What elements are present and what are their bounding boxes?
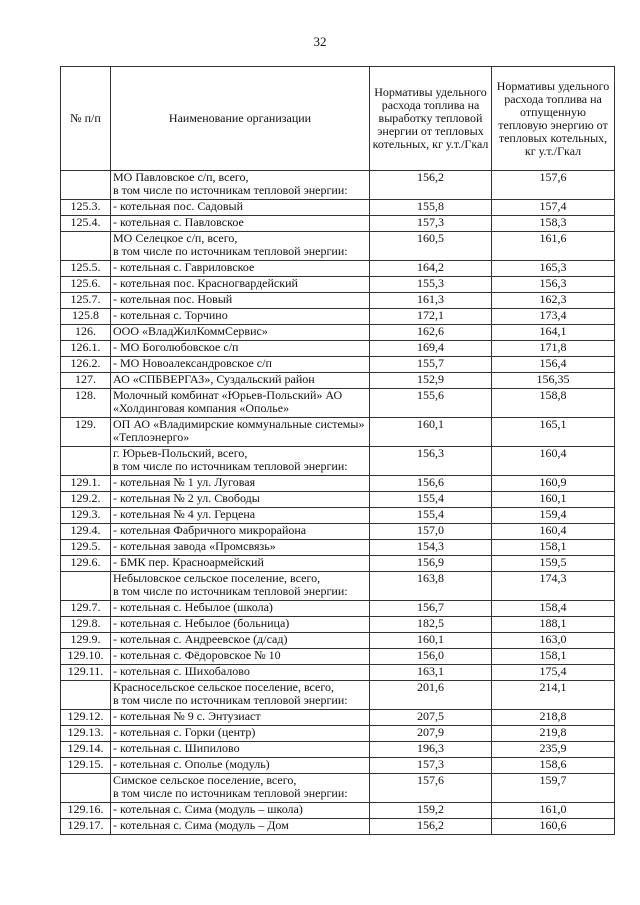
- organization-name: - котельная Фабричного микрорайона: [111, 524, 370, 540]
- organization-name: Молочный комбинат «Юрьев-Польский» АО «Холдинговая компания «Ополье»: [111, 389, 370, 418]
- organization-name: - котельная с. Андреевское (д/сад): [111, 633, 370, 649]
- production-norm-value: 156,2: [370, 171, 492, 200]
- row-number: 125.8: [61, 309, 111, 325]
- row-number: 125.7.: [61, 293, 111, 309]
- supply-norm-value: 173,4: [492, 309, 615, 325]
- supply-norm-value: 156,35: [492, 373, 615, 389]
- row-number: 125.5.: [61, 261, 111, 277]
- production-norm-value: 207,9: [370, 726, 492, 742]
- organization-name: ООО «ВладЖилКоммСервис»: [111, 325, 370, 341]
- production-norm-value: 155,7: [370, 357, 492, 373]
- row-number: 126.2.: [61, 357, 111, 373]
- supply-norm-value: 159,4: [492, 508, 615, 524]
- row-number: [61, 572, 111, 601]
- supply-norm-value: 157,6: [492, 171, 615, 200]
- row-number: 125.3.: [61, 200, 111, 216]
- row-number: 126.1.: [61, 341, 111, 357]
- table-row: [61, 373, 615, 389]
- supply-norm-value: 160,4: [492, 447, 615, 476]
- table-row: [61, 389, 615, 418]
- supply-norm-value: 158,3: [492, 216, 615, 232]
- organization-name: - котельная с. Небылое (больница): [111, 617, 370, 633]
- table-row: [61, 357, 615, 373]
- supply-norm-value: 160,6: [492, 819, 615, 835]
- supply-norm-value: 156,4: [492, 357, 615, 373]
- organization-name: МО Селецкое с/п, всего, в том числе по источникам тепловой энергии:: [111, 232, 370, 261]
- production-norm-value: 182,5: [370, 617, 492, 633]
- table-row: [61, 447, 615, 476]
- table-row: [61, 710, 615, 726]
- organization-name: - котельная с. Фёдоровское № 10: [111, 649, 370, 665]
- supply-norm-value: 162,3: [492, 293, 615, 309]
- production-norm-value: 157,6: [370, 774, 492, 803]
- supply-norm-value: 218,8: [492, 710, 615, 726]
- table-row: [61, 293, 615, 309]
- table-row: [61, 540, 615, 556]
- supply-norm-value: 160,4: [492, 524, 615, 540]
- table-row: [61, 524, 615, 540]
- row-number: 129.3.: [61, 508, 111, 524]
- table-row: [61, 601, 615, 617]
- organization-name: - котельная с. Гавриловское: [111, 261, 370, 277]
- table-row: [61, 341, 615, 357]
- organization-name: - котельная с. Горки (центр): [111, 726, 370, 742]
- row-number: 129.15.: [61, 758, 111, 774]
- production-norm-value: 164,2: [370, 261, 492, 277]
- supply-norm-value: 164,1: [492, 325, 615, 341]
- table-row: [61, 726, 615, 742]
- table-row: [61, 803, 615, 819]
- production-norm-value: 160,1: [370, 418, 492, 447]
- organization-name: - МО Новоалександровское с/п: [111, 357, 370, 373]
- supply-norm-value: 160,9: [492, 476, 615, 492]
- row-number: 129.11.: [61, 665, 111, 681]
- supply-norm-value: 156,3: [492, 277, 615, 293]
- production-norm-value: 201,6: [370, 681, 492, 710]
- organization-name: АО «СПБВЕРГАЗ», Суздальский район: [111, 373, 370, 389]
- organization-name: - котельная завода «Промсвязь»: [111, 540, 370, 556]
- organization-name: - котельная пос. Новый: [111, 293, 370, 309]
- header-number: № п/п: [61, 67, 111, 171]
- organization-name: - котельная с. Павловское: [111, 216, 370, 232]
- header-organization: Наименование организации: [111, 67, 370, 171]
- production-norm-value: 160,5: [370, 232, 492, 261]
- supply-norm-value: 159,7: [492, 774, 615, 803]
- supply-norm-value: 219,8: [492, 726, 615, 742]
- production-norm-value: 155,4: [370, 492, 492, 508]
- table-row: [61, 758, 615, 774]
- table-row: [61, 261, 615, 277]
- row-number: 129.9.: [61, 633, 111, 649]
- production-norm-value: 157,3: [370, 758, 492, 774]
- supply-norm-value: 158,1: [492, 540, 615, 556]
- table-row: [61, 649, 615, 665]
- supply-norm-value: 159,5: [492, 556, 615, 572]
- production-norm-value: 172,1: [370, 309, 492, 325]
- production-norm-value: 163,8: [370, 572, 492, 601]
- production-norm-value: 162,6: [370, 325, 492, 341]
- row-number: 125.4.: [61, 216, 111, 232]
- production-norm-value: 169,4: [370, 341, 492, 357]
- production-norm-value: 156,9: [370, 556, 492, 572]
- row-number: [61, 232, 111, 261]
- supply-norm-value: 160,1: [492, 492, 615, 508]
- row-number: [61, 681, 111, 710]
- production-norm-value: 157,3: [370, 216, 492, 232]
- table-row: [61, 325, 615, 341]
- production-norm-value: 156,0: [370, 649, 492, 665]
- table-row: [61, 309, 615, 325]
- supply-norm-value: 174,3: [492, 572, 615, 601]
- organization-name: МО Павловское с/п, всего, в том числе по источникам тепловой энергии:: [111, 171, 370, 200]
- table-row: [61, 418, 615, 447]
- row-number: 129.7.: [61, 601, 111, 617]
- production-norm-value: 160,1: [370, 633, 492, 649]
- production-norm-value: 155,8: [370, 200, 492, 216]
- production-norm-value: 155,4: [370, 508, 492, 524]
- table-header-row: [61, 67, 615, 171]
- supply-norm-value: 157,4: [492, 200, 615, 216]
- table-row: [61, 171, 615, 200]
- supply-norm-value: 158,8: [492, 389, 615, 418]
- table-row: [61, 665, 615, 681]
- production-norm-value: 152,9: [370, 373, 492, 389]
- supply-norm-value: 158,1: [492, 649, 615, 665]
- organization-name: - котельная пос. Садовый: [111, 200, 370, 216]
- organization-name: г. Юрьев-Польский, всего, в том числе по источникам тепловой энергии:: [111, 447, 370, 476]
- fuel-norms-table: [60, 66, 615, 835]
- row-number: 129.12.: [61, 710, 111, 726]
- organization-name: - котельная с. Шихобалово: [111, 665, 370, 681]
- table-row: [61, 681, 615, 710]
- table-row: [61, 633, 615, 649]
- supply-norm-value: 161,0: [492, 803, 615, 819]
- production-norm-value: 154,3: [370, 540, 492, 556]
- table-row: [61, 492, 615, 508]
- organization-name: - котельная № 9 с. Энтузиаст: [111, 710, 370, 726]
- supply-norm-value: 214,1: [492, 681, 615, 710]
- table-row: [61, 216, 615, 232]
- table-row: [61, 508, 615, 524]
- row-number: 129.16.: [61, 803, 111, 819]
- table-row: [61, 476, 615, 492]
- organization-name: - котельная с. Шипилово: [111, 742, 370, 758]
- organization-name: Небыловское сельское поселение, всего, в том числе по источникам тепловой энергии:: [111, 572, 370, 601]
- organization-name: - МО Боголюбовское с/п: [111, 341, 370, 357]
- organization-name: - котельная с. Сима (модуль – Дом: [111, 819, 370, 835]
- row-number: 128.: [61, 389, 111, 418]
- row-number: 129.6.: [61, 556, 111, 572]
- supply-norm-value: 235,9: [492, 742, 615, 758]
- organization-name: - БМК пер. Красноармейский: [111, 556, 370, 572]
- organization-name: - котельная с. Небылое (школа): [111, 601, 370, 617]
- production-norm-value: 161,3: [370, 293, 492, 309]
- row-number: 129.5.: [61, 540, 111, 556]
- table-row: [61, 232, 615, 261]
- organization-name: Симское сельское поселение, всего, в том числе по источникам тепловой энергии:: [111, 774, 370, 803]
- table-row: [61, 774, 615, 803]
- table-row: [61, 617, 615, 633]
- row-number: [61, 774, 111, 803]
- table-row: [61, 200, 615, 216]
- production-norm-value: 159,2: [370, 803, 492, 819]
- supply-norm-value: 165,3: [492, 261, 615, 277]
- organization-name: - котельная пос. Красногвардейский: [111, 277, 370, 293]
- organization-name: - котельная № 1 ул. Луговая: [111, 476, 370, 492]
- row-number: 127.: [61, 373, 111, 389]
- production-norm-value: 207,5: [370, 710, 492, 726]
- row-number: 129.2.: [61, 492, 111, 508]
- table-row: [61, 277, 615, 293]
- row-number: 126.: [61, 325, 111, 341]
- table-body: [61, 171, 615, 835]
- organization-name: - котельная с. Торчино: [111, 309, 370, 325]
- production-norm-value: 157,0: [370, 524, 492, 540]
- table-row: [61, 742, 615, 758]
- row-number: 129.4.: [61, 524, 111, 540]
- production-norm-value: 155,6: [370, 389, 492, 418]
- supply-norm-value: 163,0: [492, 633, 615, 649]
- production-norm-value: 156,3: [370, 447, 492, 476]
- supply-norm-value: 158,4: [492, 601, 615, 617]
- supply-norm-value: 165,1: [492, 418, 615, 447]
- table-row: [61, 819, 615, 835]
- row-number: 129.8.: [61, 617, 111, 633]
- row-number: 129.13.: [61, 726, 111, 742]
- row-number: 129.14.: [61, 742, 111, 758]
- production-norm-value: 156,2: [370, 819, 492, 835]
- organization-name: Красносельское сельское поселение, всего, в том числе по источникам тепловой энергии:: [111, 681, 370, 710]
- table-row: [61, 556, 615, 572]
- row-number: 125.6.: [61, 277, 111, 293]
- organization-name: - котельная с. Ополье (модуль): [111, 758, 370, 774]
- row-number: [61, 171, 111, 200]
- row-number: 129.10.: [61, 649, 111, 665]
- supply-norm-value: 158,6: [492, 758, 615, 774]
- row-number: 129.17.: [61, 819, 111, 835]
- production-norm-value: 163,1: [370, 665, 492, 681]
- supply-norm-value: 171,8: [492, 341, 615, 357]
- row-number: [61, 447, 111, 476]
- organization-name: - котельная с. Сима (модуль – школа): [111, 803, 370, 819]
- organization-name: - котельная № 4 ул. Герцена: [111, 508, 370, 524]
- organization-name: - котельная № 2 ул. Свободы: [111, 492, 370, 508]
- supply-norm-value: 161,6: [492, 232, 615, 261]
- production-norm-value: 196,3: [370, 742, 492, 758]
- header-supply-norm: Нормативы удельного расхода топлива на отпущенную тепловую энергию от тепловых котельных, кг у.т./Гкал: [492, 67, 615, 171]
- supply-norm-value: 175,4: [492, 665, 615, 681]
- row-number: 129.1.: [61, 476, 111, 492]
- supply-norm-value: 188,1: [492, 617, 615, 633]
- page-number: 32: [313, 34, 327, 49]
- production-norm-value: 156,7: [370, 601, 492, 617]
- organization-name: ОП АО «Владимирские коммунальные системы» «Теплоэнерго»: [111, 418, 370, 447]
- row-number: 129.: [61, 418, 111, 447]
- header-production-norm: Нормативы удельного расхода топлива на выработку тепловой энергии от тепловых котельных, кг у.т./Гкал: [370, 67, 492, 171]
- production-norm-value: 156,6: [370, 476, 492, 492]
- table-row: [61, 572, 615, 601]
- production-norm-value: 155,3: [370, 277, 492, 293]
